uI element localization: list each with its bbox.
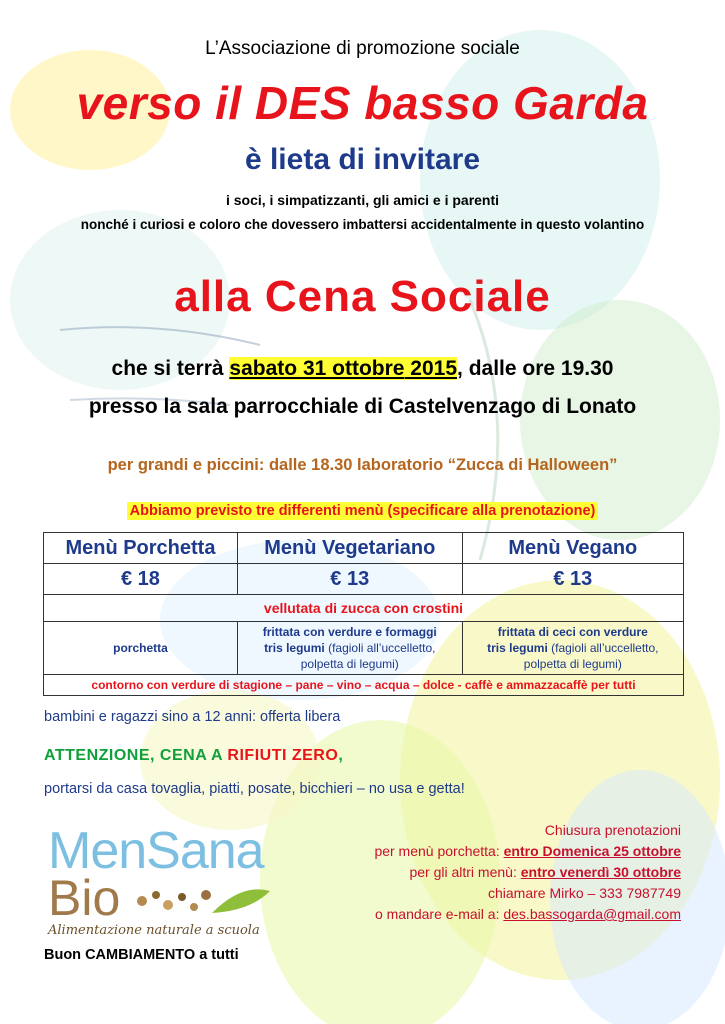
main-vegetariano-line3: (fagioli all’uccelletto,: [324, 641, 436, 655]
menu-starter-row: [44, 595, 684, 622]
main-vegetariano-line2: tris legumi: [264, 641, 325, 655]
price-vegetariano: € 13: [237, 564, 462, 595]
booking-others-deadline: entro venerdì 30 ottobre: [520, 864, 681, 880]
menu-main-row: [44, 622, 684, 675]
event-name: alla Cena Sociale: [174, 272, 551, 321]
zero-waste-notice: [44, 747, 343, 765]
booking-email-label: o mandare e-mail a:: [374, 906, 504, 922]
guests-line: i soci, i simpatizzanti, gli amici e i parenti: [225, 192, 500, 208]
bring-own-dishes: portarsi da casa tovaglia, piatti, posate, bicchieri – no usa e getta!: [44, 781, 465, 797]
main-vegetariano: [237, 622, 462, 675]
menu-sides-row: [44, 675, 684, 696]
event-place: presso la sala parrocchiale di Castelvenzago di Lonato: [88, 395, 637, 418]
booking-email-link[interactable]: des.bassogarda@gmail.com: [503, 906, 681, 922]
menu-table: [43, 532, 684, 696]
main-vegetariano-line4: polpetta di legumi): [300, 657, 399, 671]
booking-porchetta-deadline: entro Domenica 25 ottobre: [503, 843, 681, 859]
menu-sides: contorno con verdure di stagione – pane – vino – acqua – dolce - caffè e ammazzacaffè per tutti: [44, 675, 684, 696]
date-suffix: , dalle ore 19.30: [457, 357, 614, 380]
main-vegetariano-line1: frittata con verdure e formaggi: [262, 625, 437, 639]
main-vegano-line2: tris legumi: [487, 641, 548, 655]
event-year-highlight: 2015: [404, 357, 458, 380]
attention-prefix: ATTENZIONE, CENA A: [44, 747, 228, 764]
menu-price-row: [44, 564, 684, 595]
association-name-title: verso il DES basso Garda: [76, 77, 649, 129]
main-vegano: [462, 622, 683, 675]
booking-others-line: [281, 862, 681, 883]
main-vegano-line1: frittata di ceci con verdure: [497, 625, 648, 639]
closing-greeting: Buon CAMBIAMENTO a tutti: [44, 947, 239, 963]
menu-header-vegetariano: Menù Vegetariano: [237, 533, 462, 564]
children-offer: bambini e ragazzi sino a 12 anni: offerta libera: [44, 709, 341, 725]
main-vegano-line3: (fagioli all’uccelletto,: [547, 641, 659, 655]
event-date-line: [0, 357, 725, 381]
logo-tagline: Alimentazione naturale a scuola: [48, 923, 260, 938]
booking-call: chiamare Mirko – 333 7987749: [487, 885, 681, 901]
logo-bio-text: Bio: [48, 870, 121, 926]
menu-starter: vellutata di zucca con crostini: [44, 595, 684, 622]
booking-email-line: [281, 904, 681, 925]
mensana-bio-logo: [40, 822, 280, 940]
menu-header-row: [44, 533, 684, 564]
main-porchetta: [44, 622, 238, 675]
zero-waste-highlight: RIFIUTI ZERO: [227, 747, 339, 764]
attention-suffix: ,: [338, 747, 344, 764]
invite-heading: è lieta di invitare: [244, 143, 481, 176]
price-porchetta: € 18: [44, 564, 238, 595]
logo-men-text: MenSana: [48, 822, 264, 880]
logo-seeds-icon: [132, 883, 272, 921]
kids-lab-line: per grandi e piccini: dalle 18.30 laboratorio “Zucca di Halloween”: [107, 456, 618, 474]
booking-porchetta-label: per menù porchetta:: [374, 843, 504, 859]
booking-others-label: per gli altri menù:: [409, 864, 521, 880]
main-vegano-line4: polpetta di legumi): [523, 657, 622, 671]
booking-title: Chiusura prenotazioni: [544, 822, 681, 838]
main-porchetta-text: porchetta: [113, 641, 168, 655]
menus-note: [0, 502, 725, 520]
menu-header-porchetta: Menù Porchetta: [44, 533, 238, 564]
menus-note-text: Abbiamo previsto tre differenti menù (specificare alla prenotazione): [127, 502, 599, 520]
event-date-highlight: sabato 31 ottobre: [229, 357, 405, 380]
date-prefix: che si terrà: [111, 357, 230, 380]
booking-info: [281, 820, 681, 925]
curious-line: nonché i curiosi e coloro che dovessero imbattersi accidentalmente in questo volantino: [80, 217, 645, 232]
menu-header-vegano: Menù Vegano: [462, 533, 683, 564]
price-vegano: € 13: [462, 564, 683, 595]
booking-porchetta-line: [281, 841, 681, 862]
association-intro: L’Associazione di promozione sociale: [205, 38, 520, 59]
